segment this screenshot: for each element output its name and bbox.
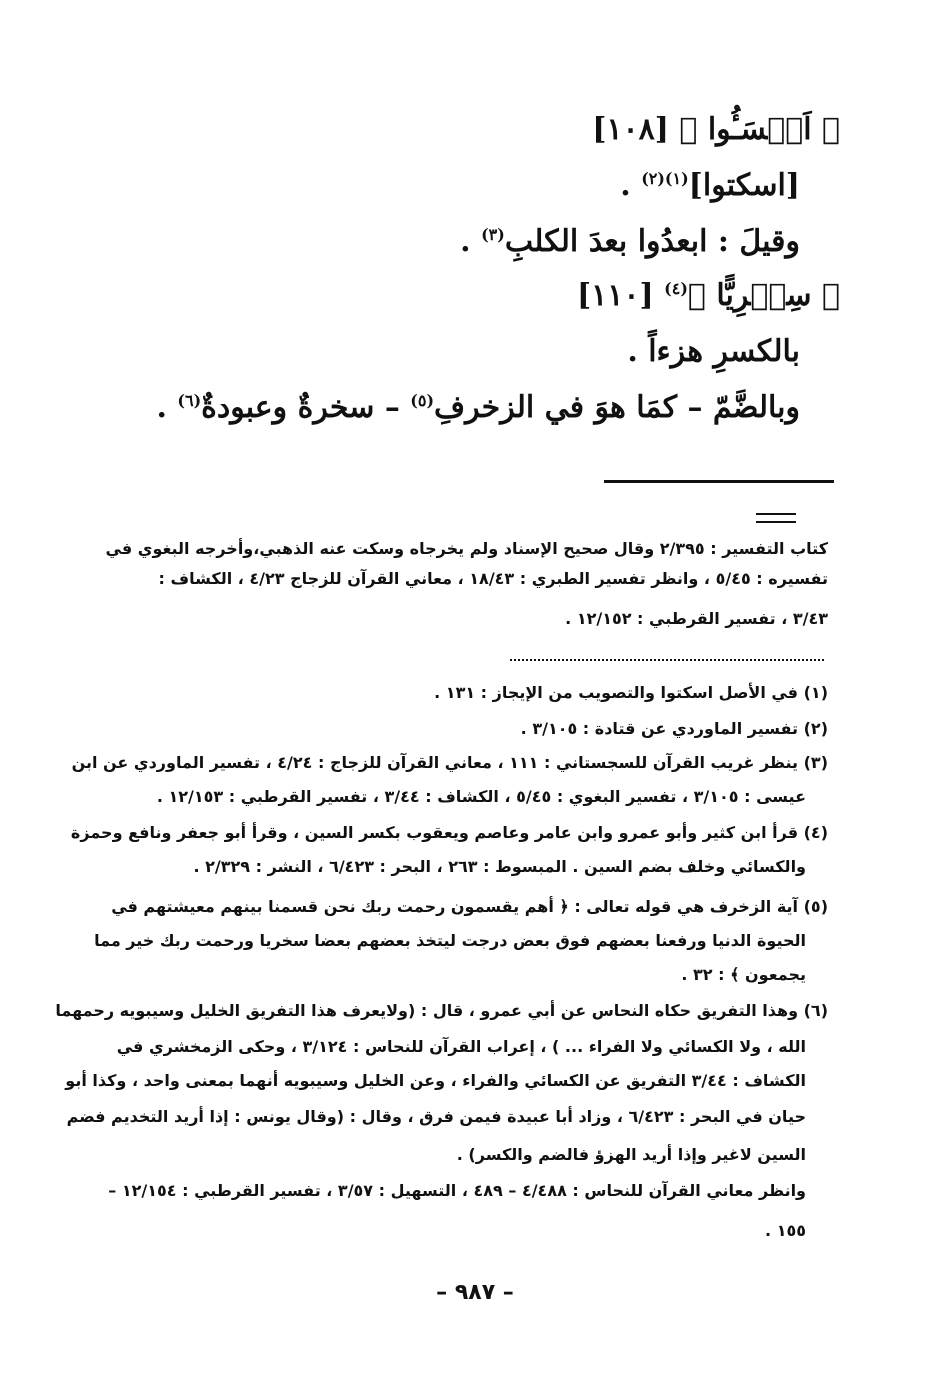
gloss-tail: . bbox=[156, 390, 178, 425]
footnote-5: (٥) آية الزخرف هي قوله تعالى : ﴿ أهم يقسمون رحمت ربك نحن قسمنا بينهم معيشتهم في bbox=[111, 897, 828, 916]
footnote-4: (٤) قرأ ابن كثير وأبو عمرو وابن عامر وعاصم ويعقوب بكسر السين ، وقرأ أبو جعفر ونافع وحمزة bbox=[70, 823, 828, 842]
gloss-tail: . bbox=[620, 168, 642, 203]
continuation-line: ٣/٤٣ ، تفسير القرطبي : ١٢/١٥٢ . bbox=[565, 609, 828, 628]
footnote-3-cont: عيسى : ٣/١٠٥ ، تفسير البغوي : ٥/٤٥ ، الكشاف : ٣/٤٤ ، تفسير القرطبي : ١٢/١٥٣ . bbox=[156, 787, 806, 806]
footnote-2: (٢) تفسير الماوردي عن قتادة : ٣/١٠٥ . bbox=[520, 719, 828, 738]
gloss-text: بالكسرِ هزءاً . bbox=[627, 334, 800, 369]
footnote-5-cont: يجمعون ﴾ : ٣٢ . bbox=[681, 965, 806, 984]
gloss-line-2 bbox=[460, 222, 800, 262]
footnote-ref: (٥) bbox=[410, 391, 435, 410]
verse-heading-110 bbox=[577, 276, 840, 316]
footnote-1: (١) في الأصل اسكتوا والتصويب من الإيجاز : ١٣١ . bbox=[434, 683, 828, 702]
verse-number: [١١٠] bbox=[576, 278, 665, 313]
footnote-4-cont: والكسائي وخلف بضم السين . المبسوط : ٢٦٣ ، البحر : ٦/٤٢٣ ، النشر : ٢/٣٢٩ . bbox=[193, 857, 806, 876]
footnote-5-cont: الحيوة الدنيا ورفعنا بعضهم فوق بعض درجت ليتخذ بعضهم بعضا سخريا ورحمت ربك خير مما bbox=[94, 931, 806, 950]
gloss-line-4 bbox=[157, 388, 801, 428]
gloss-text: [اسكتوا] bbox=[688, 168, 800, 203]
gloss-line-3 bbox=[627, 332, 800, 372]
footnote-ref: (٤) bbox=[664, 279, 688, 298]
footnote-separator bbox=[604, 480, 834, 483]
gloss-text: وقيلَ : ابعدُوا بعدَ الكلبِ bbox=[504, 224, 800, 259]
gloss-line-1 bbox=[620, 166, 800, 206]
gloss-text: وبالضَّمّ – كمَا هوَ في الزخرفِ bbox=[434, 390, 800, 425]
gloss-tail: . bbox=[460, 224, 482, 259]
footnote-ref: (١)(٢) bbox=[641, 169, 689, 188]
gloss-tail: – سخرةٌ وعبودةٌ bbox=[201, 390, 411, 425]
footnote-6: (٦) وهذا التفريق حكاه النحاس عن أبي عمرو ، قال : (ولايعرف هذا التفريق الخليل وسيبويه رحمهما bbox=[55, 1001, 828, 1020]
footnote-ref: (٣) bbox=[481, 225, 505, 244]
verse-text: ﴿ اَخۡسَـُٔوا ﴾ [١٠٨] bbox=[592, 112, 840, 147]
continuation-marker bbox=[756, 513, 796, 523]
verse-text: ﴿ سِخۡرِيًّا ﴾ bbox=[687, 278, 840, 313]
footnote-6-cont: الكشاف : ٣/٤٤ التفريق عن الكسائي والفراء ، وعن الخليل وسيبويه أنهما بمعنى واحد ، وكذا أبو bbox=[65, 1071, 806, 1090]
continuation-line: كتاب التفسير : ٢/٣٩٥ وقال صحيح الإسناد ولم يخرجاه وسكت عنه الذهبي،وأخرجه البغوي في bbox=[105, 539, 828, 558]
footnote-6-cont: ١٥٥ . bbox=[765, 1221, 806, 1240]
footnote-6-cont: حيان في البحر : ٦/٤٢٣ ، وزاد أبا عبيدة فيمن فرق ، وقال : (وقال يونس : إذا أريد التخديم فضم bbox=[66, 1107, 806, 1126]
continuation-line: تفسيره : ٥/٤٥ ، وانظر تفسير الطبري : ١٨/٤٣ ، معاني القرآن للزجاج ٤/٢٣ ، الكشاف : bbox=[158, 569, 828, 588]
verse-heading-108 bbox=[592, 110, 840, 150]
footnote-6-cont: وانظر معاني القرآن للنحاس : ٤/٤٨٨ – ٤٨٩ ، التسهيل : ٣/٥٧ ، تفسير القرطبي : ١٢/١٥٤ – bbox=[108, 1181, 806, 1200]
main-text bbox=[140, 110, 840, 430]
footnote-6-cont: الله ، ولا الكسائي ولا الفراء ... ) ، إعراب القرآن للنحاس : ٣/١٢٤ ، وحكى الزمخشري في bbox=[116, 1037, 806, 1056]
footnote-3: (٣) ينظر غريب القرآن للسجستاني : ١١١ ، معاني القرآن للزجاج : ٤/٢٤ ، تفسير الماوردي عن ابن bbox=[71, 753, 828, 772]
dotted-separator bbox=[510, 659, 824, 661]
page-number: – ٩٨٧ – bbox=[436, 1280, 514, 1305]
footnote-6-cont: السين لاغير وإذا أريد الهزؤ فالضم والكسر) . bbox=[456, 1145, 806, 1164]
footnote-ref: (٦) bbox=[177, 391, 202, 410]
